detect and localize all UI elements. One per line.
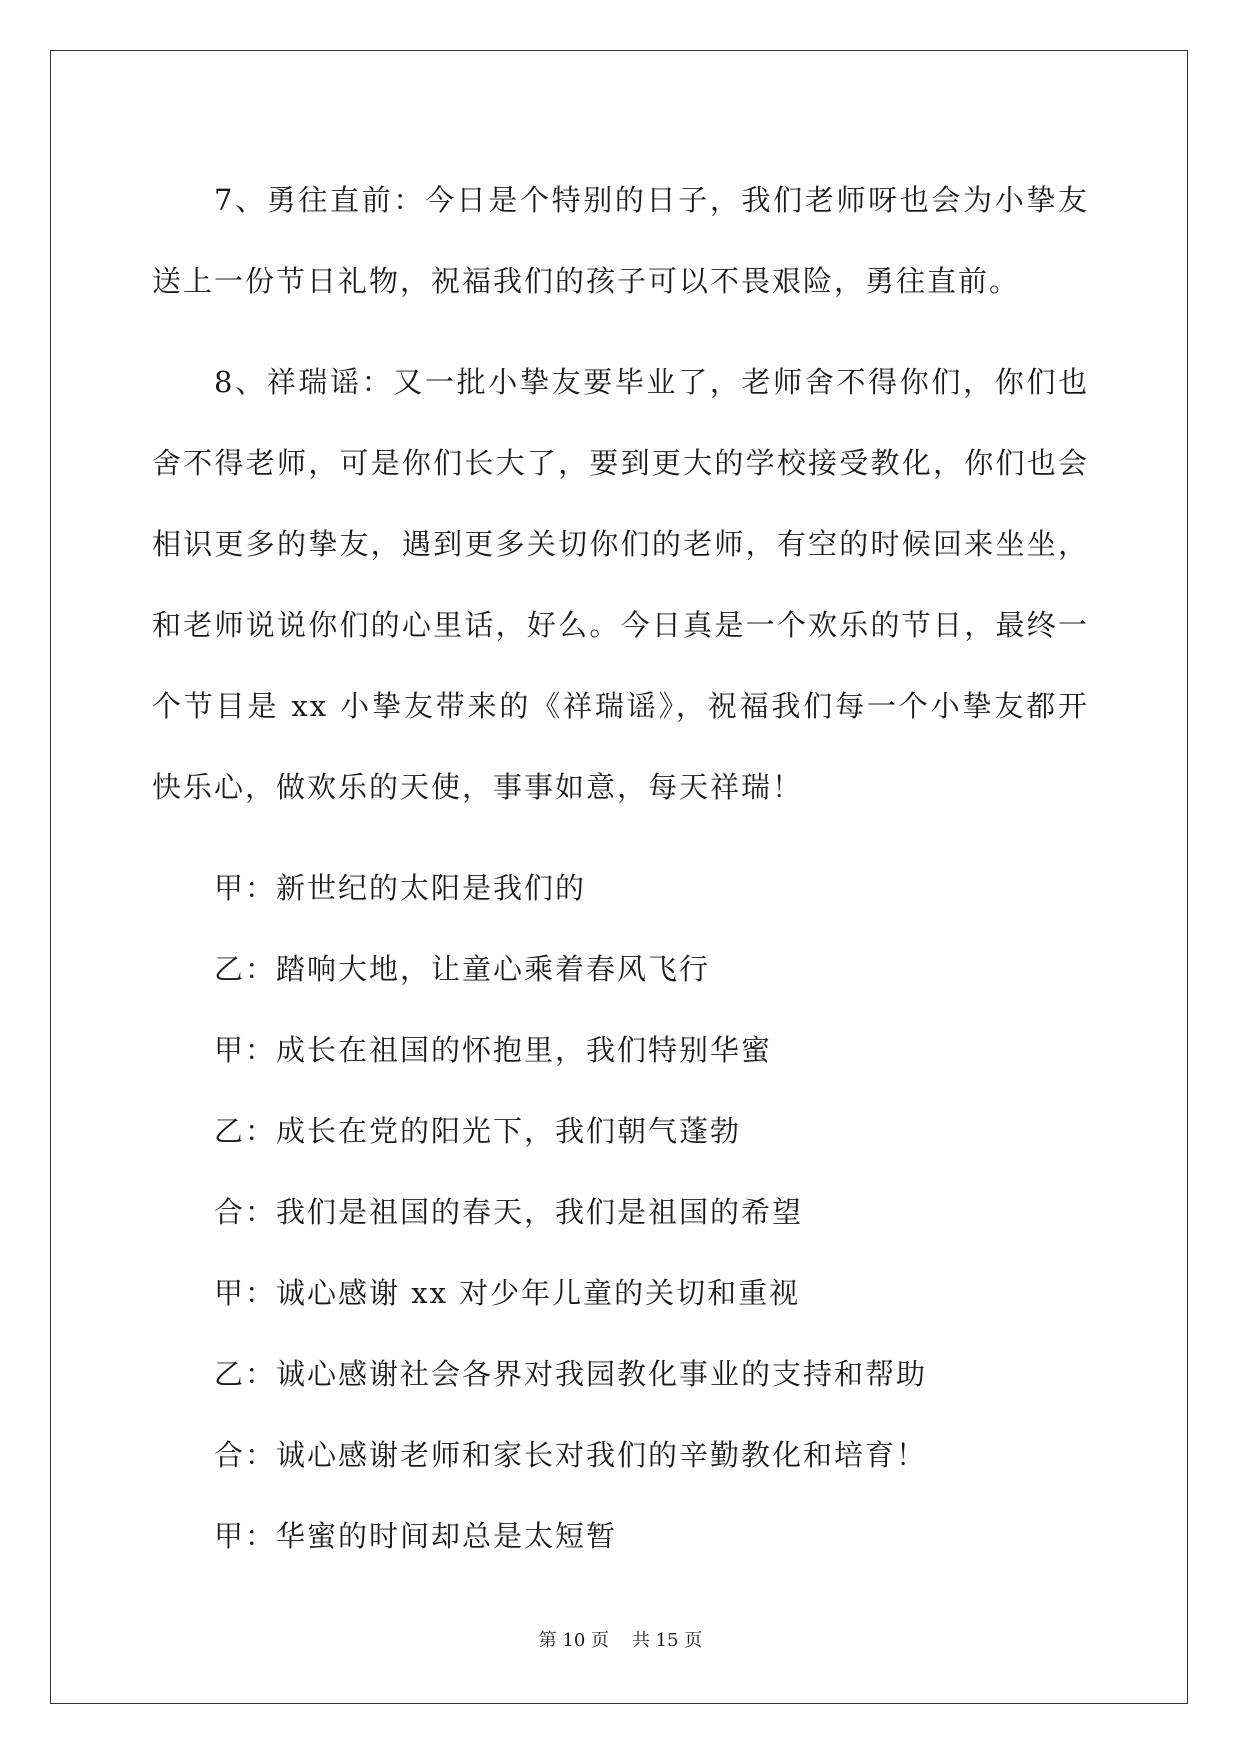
dialogue-line-8: 合：诚心感谢老师和家长对我们的辛勤教化和培育！	[214, 1438, 928, 1472]
dialogue-line-7: 乙：诚心感谢社会各界对我园教化事业的支持和帮助	[214, 1357, 928, 1391]
page-number: 第 10 页	[538, 1630, 610, 1651]
dialogue-line-2: 乙：踏响大地，让童心乘着春风飞行	[214, 952, 711, 986]
dialogue-line-9: 甲：华蜜的时间却总是太短暂	[214, 1519, 618, 1553]
page-footer	[0, 1626, 1241, 1652]
dialogue-line-1: 甲：新世纪的太阳是我们的	[214, 871, 587, 905]
page-total: 共 15 页	[631, 1630, 703, 1651]
document-body	[152, 160, 1089, 1577]
dialogue-line-5: 合：我们是祖国的春天，我们是祖国的希望	[214, 1195, 804, 1229]
dialogue-line-6: 甲：诚心感谢 xx 对少年儿童的关切和重视	[214, 1276, 801, 1310]
paragraph-7: 7、勇往直前：今日是个特别的日子，我们老师呀也会为小挚友送上一份节日礼物，祝福我们的孩子可以不畏艰险，勇往直前。	[152, 183, 1089, 298]
dialogue-line-4: 乙：成长在党的阳光下，我们朝气蓬勃	[214, 1114, 742, 1148]
paragraph-8: 8、祥瑞谣：又一批小挚友要毕业了，老师舍不得你们，你们也舍不得老师，可是你们长大了，要到更大的学校接受教化，你们也会相识更多的挚友，遇到更多关切你们的老师，有空的时候回来坐坐，和老师说说你们的心里话，好么。今日真是一个欢乐的节日，最终一个节目是 xx 小挚友带来的《祥瑞谣》，祝福我们每一个小挚友都开快乐心，做欢乐的天使，事事如意，每天祥瑞！	[152, 365, 1089, 804]
dialogue-line-3: 甲：成长在祖国的怀抱里，我们特别华蜜	[214, 1033, 773, 1067]
